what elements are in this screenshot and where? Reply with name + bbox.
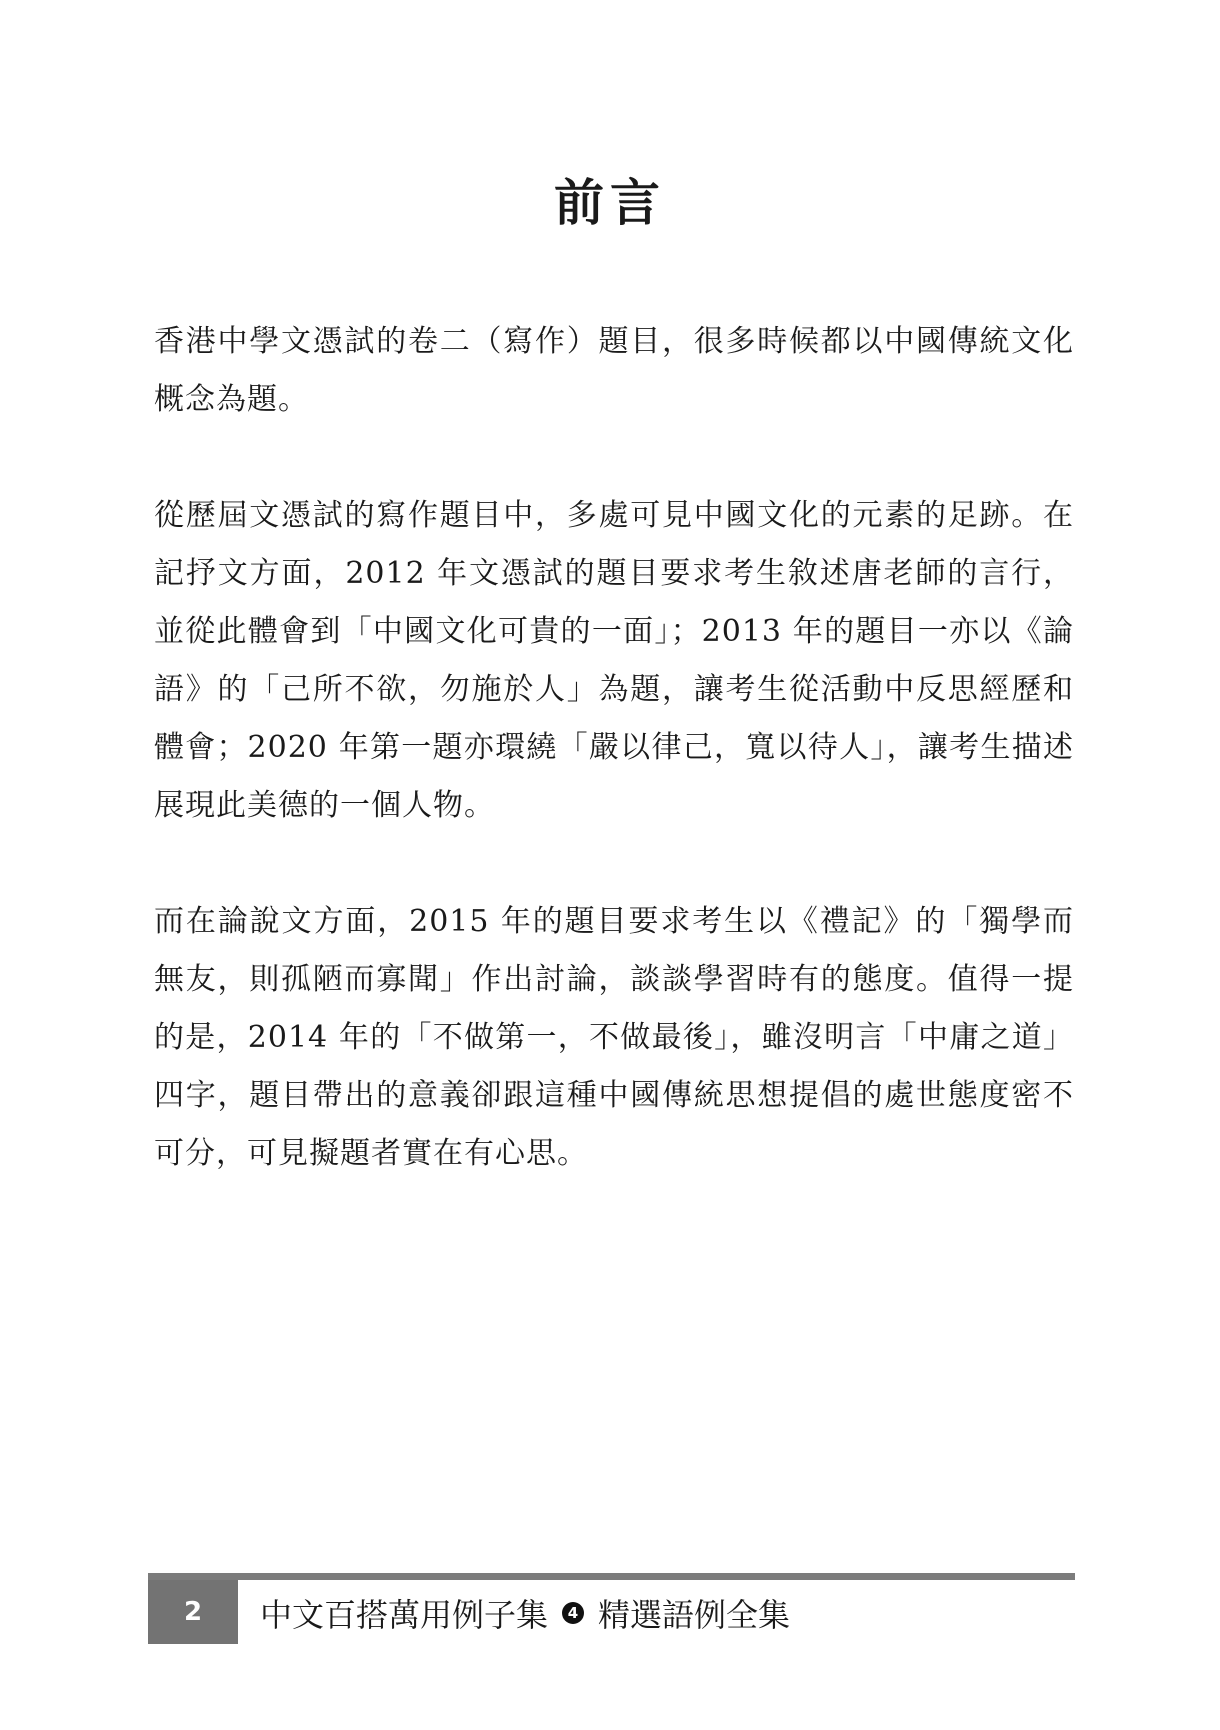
page-title: 前言 <box>554 174 666 232</box>
book-title-text: 中文百搭萬用例子集 <box>260 1596 549 1634</box>
footer-divider <box>148 1573 1075 1580</box>
paragraph-intro: 香港中學文憑試的卷二（寫作）題目，很多時候都以中國傳統文化概念為題。 <box>154 324 1074 417</box>
volume-number-badge: 4 <box>562 1602 584 1624</box>
page-number: 2 <box>148 1580 238 1644</box>
paragraph-narrative: 從歷屆文憑試的寫作題目中，多處可見中國文化的元素的足跡。在記抒文方面，2012 年文憑試的題目要求考生敘述唐老師的言行，並從此體會到「中國文化可貴的一面」；2013 年的題目一亦以《論語》的「己所不欲，勿施於人」為題，讓考生從活動中反思經歷和體會；2020 年第一題亦環繞「嚴以律己，寬以待人」，讓考生描述展現此美德的一個人物。 <box>154 498 1074 823</box>
paragraph-argumentative: 而在論說文方面，2015 年的題目要求考生以《禮記》的「獨學而無友，則孤陋而寡聞」作出討論，談談學習時有的態度。值得一提的是，2014 年的「不做第一，不做最後」，雖沒明言「中庸之道」四字，題目帶出的意義卻跟這種中國傳統思想提倡的處世態度密不可分，可見擬題者實在有心思。 <box>154 904 1074 1171</box>
footer-book-title <box>260 1590 790 1636</box>
book-subtitle-text: 精選語例全集 <box>598 1596 791 1634</box>
body-text <box>154 313 1074 1241</box>
